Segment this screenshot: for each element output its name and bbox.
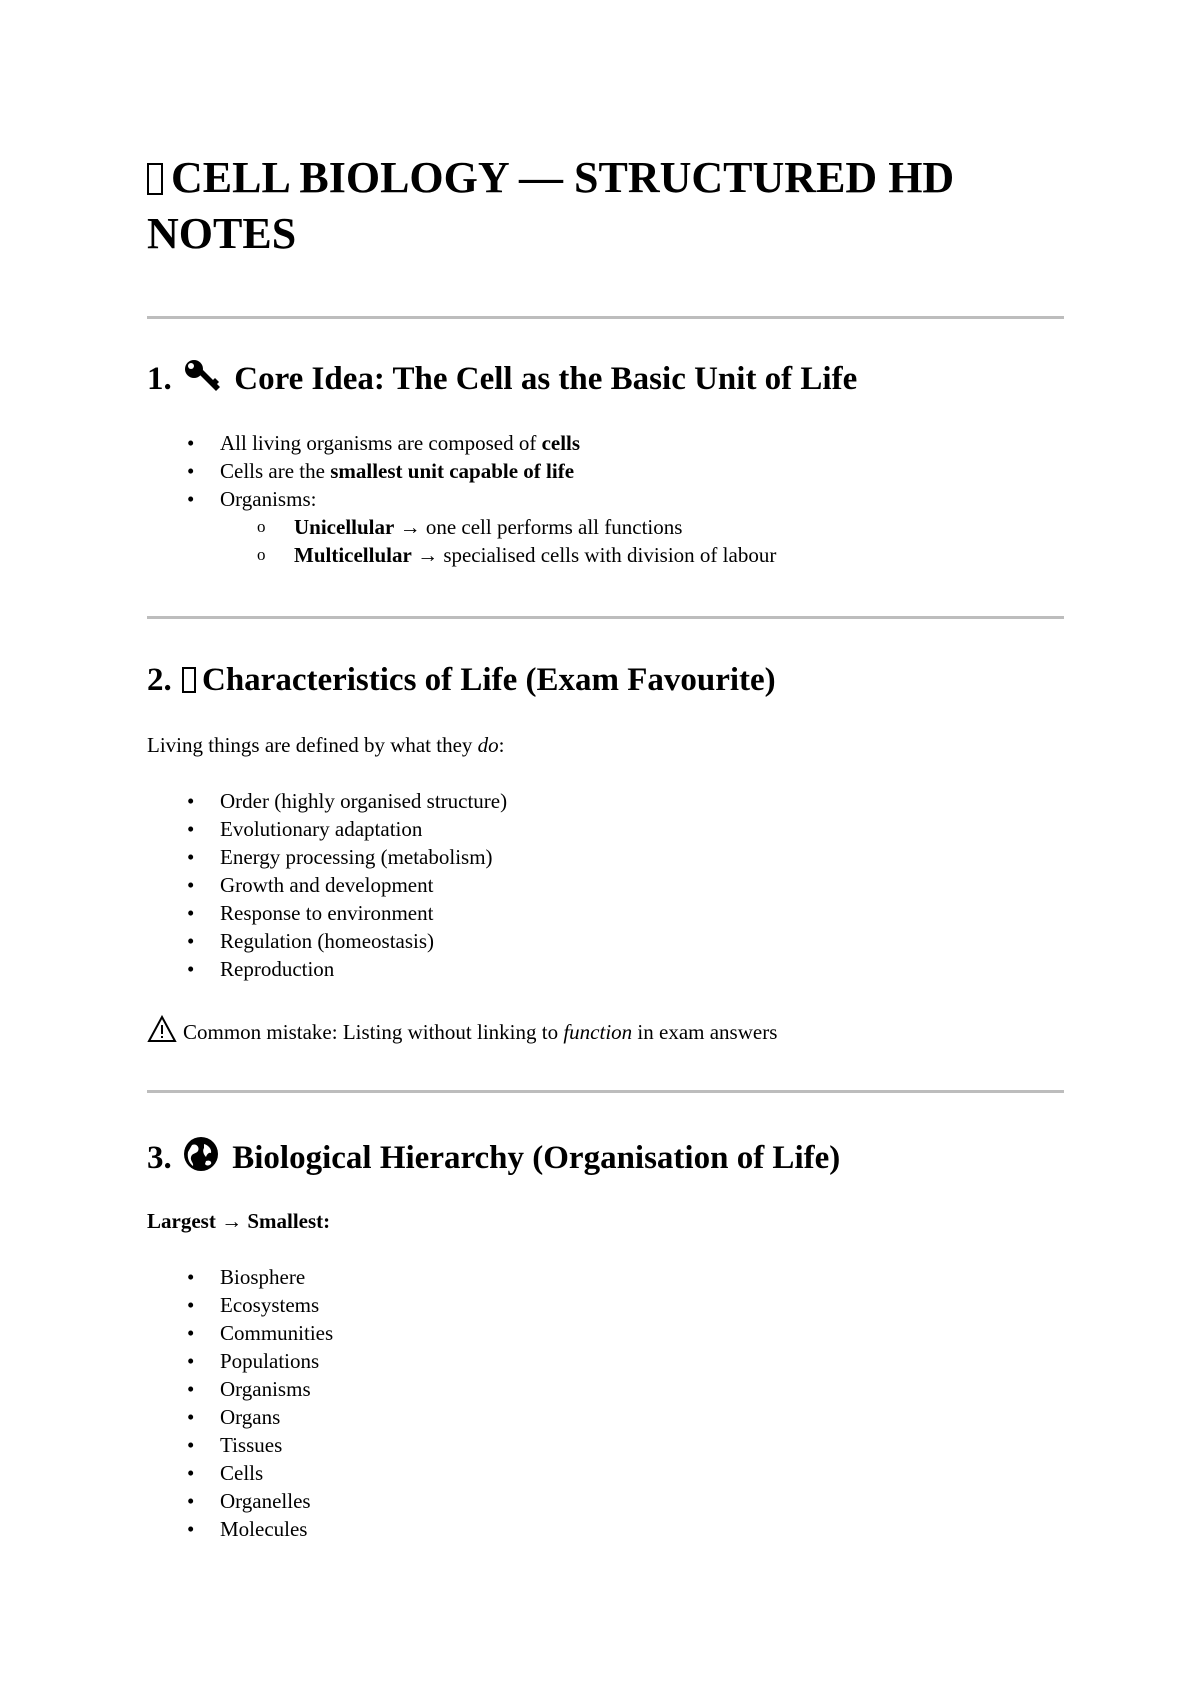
list-item: • Ecosystems (147, 1291, 333, 1319)
warning-note: Common mistake: Listing without linking to function in exam answers (147, 1015, 777, 1046)
divider (147, 1090, 1064, 1093)
list-item: • Organs (147, 1403, 333, 1431)
list-item: • Growth and development (147, 871, 507, 899)
section-3-list (147, 1263, 333, 1543)
globe-icon (182, 1135, 220, 1173)
list-item: • Evolutionary adaptation (147, 815, 507, 843)
sub-list (147, 513, 776, 569)
section-number: 1. (147, 361, 172, 397)
list-item: • Organisms (147, 1375, 333, 1403)
missing-glyph-box-icon (182, 667, 196, 693)
sub-list-item: o Unicellular → one cell performs all functions (147, 513, 776, 541)
list-item: • Molecules (147, 1515, 333, 1543)
key-icon (182, 358, 222, 394)
section-number: 2. (147, 662, 172, 698)
list-item: • Reproduction (147, 955, 507, 983)
section-1-list (147, 429, 776, 569)
section-heading-text: Biological Hierarchy (Organisation of Life) (232, 1140, 841, 1176)
divider (147, 316, 1064, 319)
section-2-intro: Living things are defined by what they do: (147, 733, 505, 757)
section-2-heading (147, 660, 776, 700)
list-item: • Cells (147, 1459, 333, 1487)
section-heading-text: Core Idea: The Cell as the Basic Unit of Life (234, 361, 858, 397)
list-item: • Response to environment (147, 899, 507, 927)
section-1-heading (147, 358, 857, 399)
list-item: • Energy processing (metabolism) (147, 843, 507, 871)
missing-glyph-box-icon (147, 163, 163, 195)
section-3-heading (147, 1135, 840, 1178)
divider (147, 616, 1064, 619)
section-3-intro: Largest → Smallest: (147, 1209, 331, 1233)
sub-list-item: o Multicellular → specialised cells with division of labour (147, 541, 776, 569)
list-item: • All living organisms are composed of cells (147, 429, 776, 457)
list-item: • Communities (147, 1319, 333, 1347)
list-item: • Cells are the smallest unit capable of life (147, 457, 776, 485)
warning-icon (147, 1015, 177, 1043)
page-title (147, 150, 1064, 262)
list-item: • Biosphere (147, 1263, 333, 1291)
page-title-text: CELL BIOLOGY — STRUCTURED HD NOTES (147, 153, 955, 258)
list-item: • Organisms: o Unicellular → one cell performs all functions o Multicellular → specialised cells with division of labour (147, 485, 776, 569)
list-item: • Populations (147, 1347, 333, 1375)
list-item: • Organelles (147, 1487, 333, 1515)
section-heading-text: Characteristics of Life (Exam Favourite) (202, 662, 776, 698)
list-item: • Order (highly organised structure) (147, 787, 507, 815)
section-2-list (147, 787, 507, 983)
section-number: 3. (147, 1140, 172, 1176)
list-item: • Regulation (homeostasis) (147, 927, 507, 955)
list-item: • Tissues (147, 1431, 333, 1459)
